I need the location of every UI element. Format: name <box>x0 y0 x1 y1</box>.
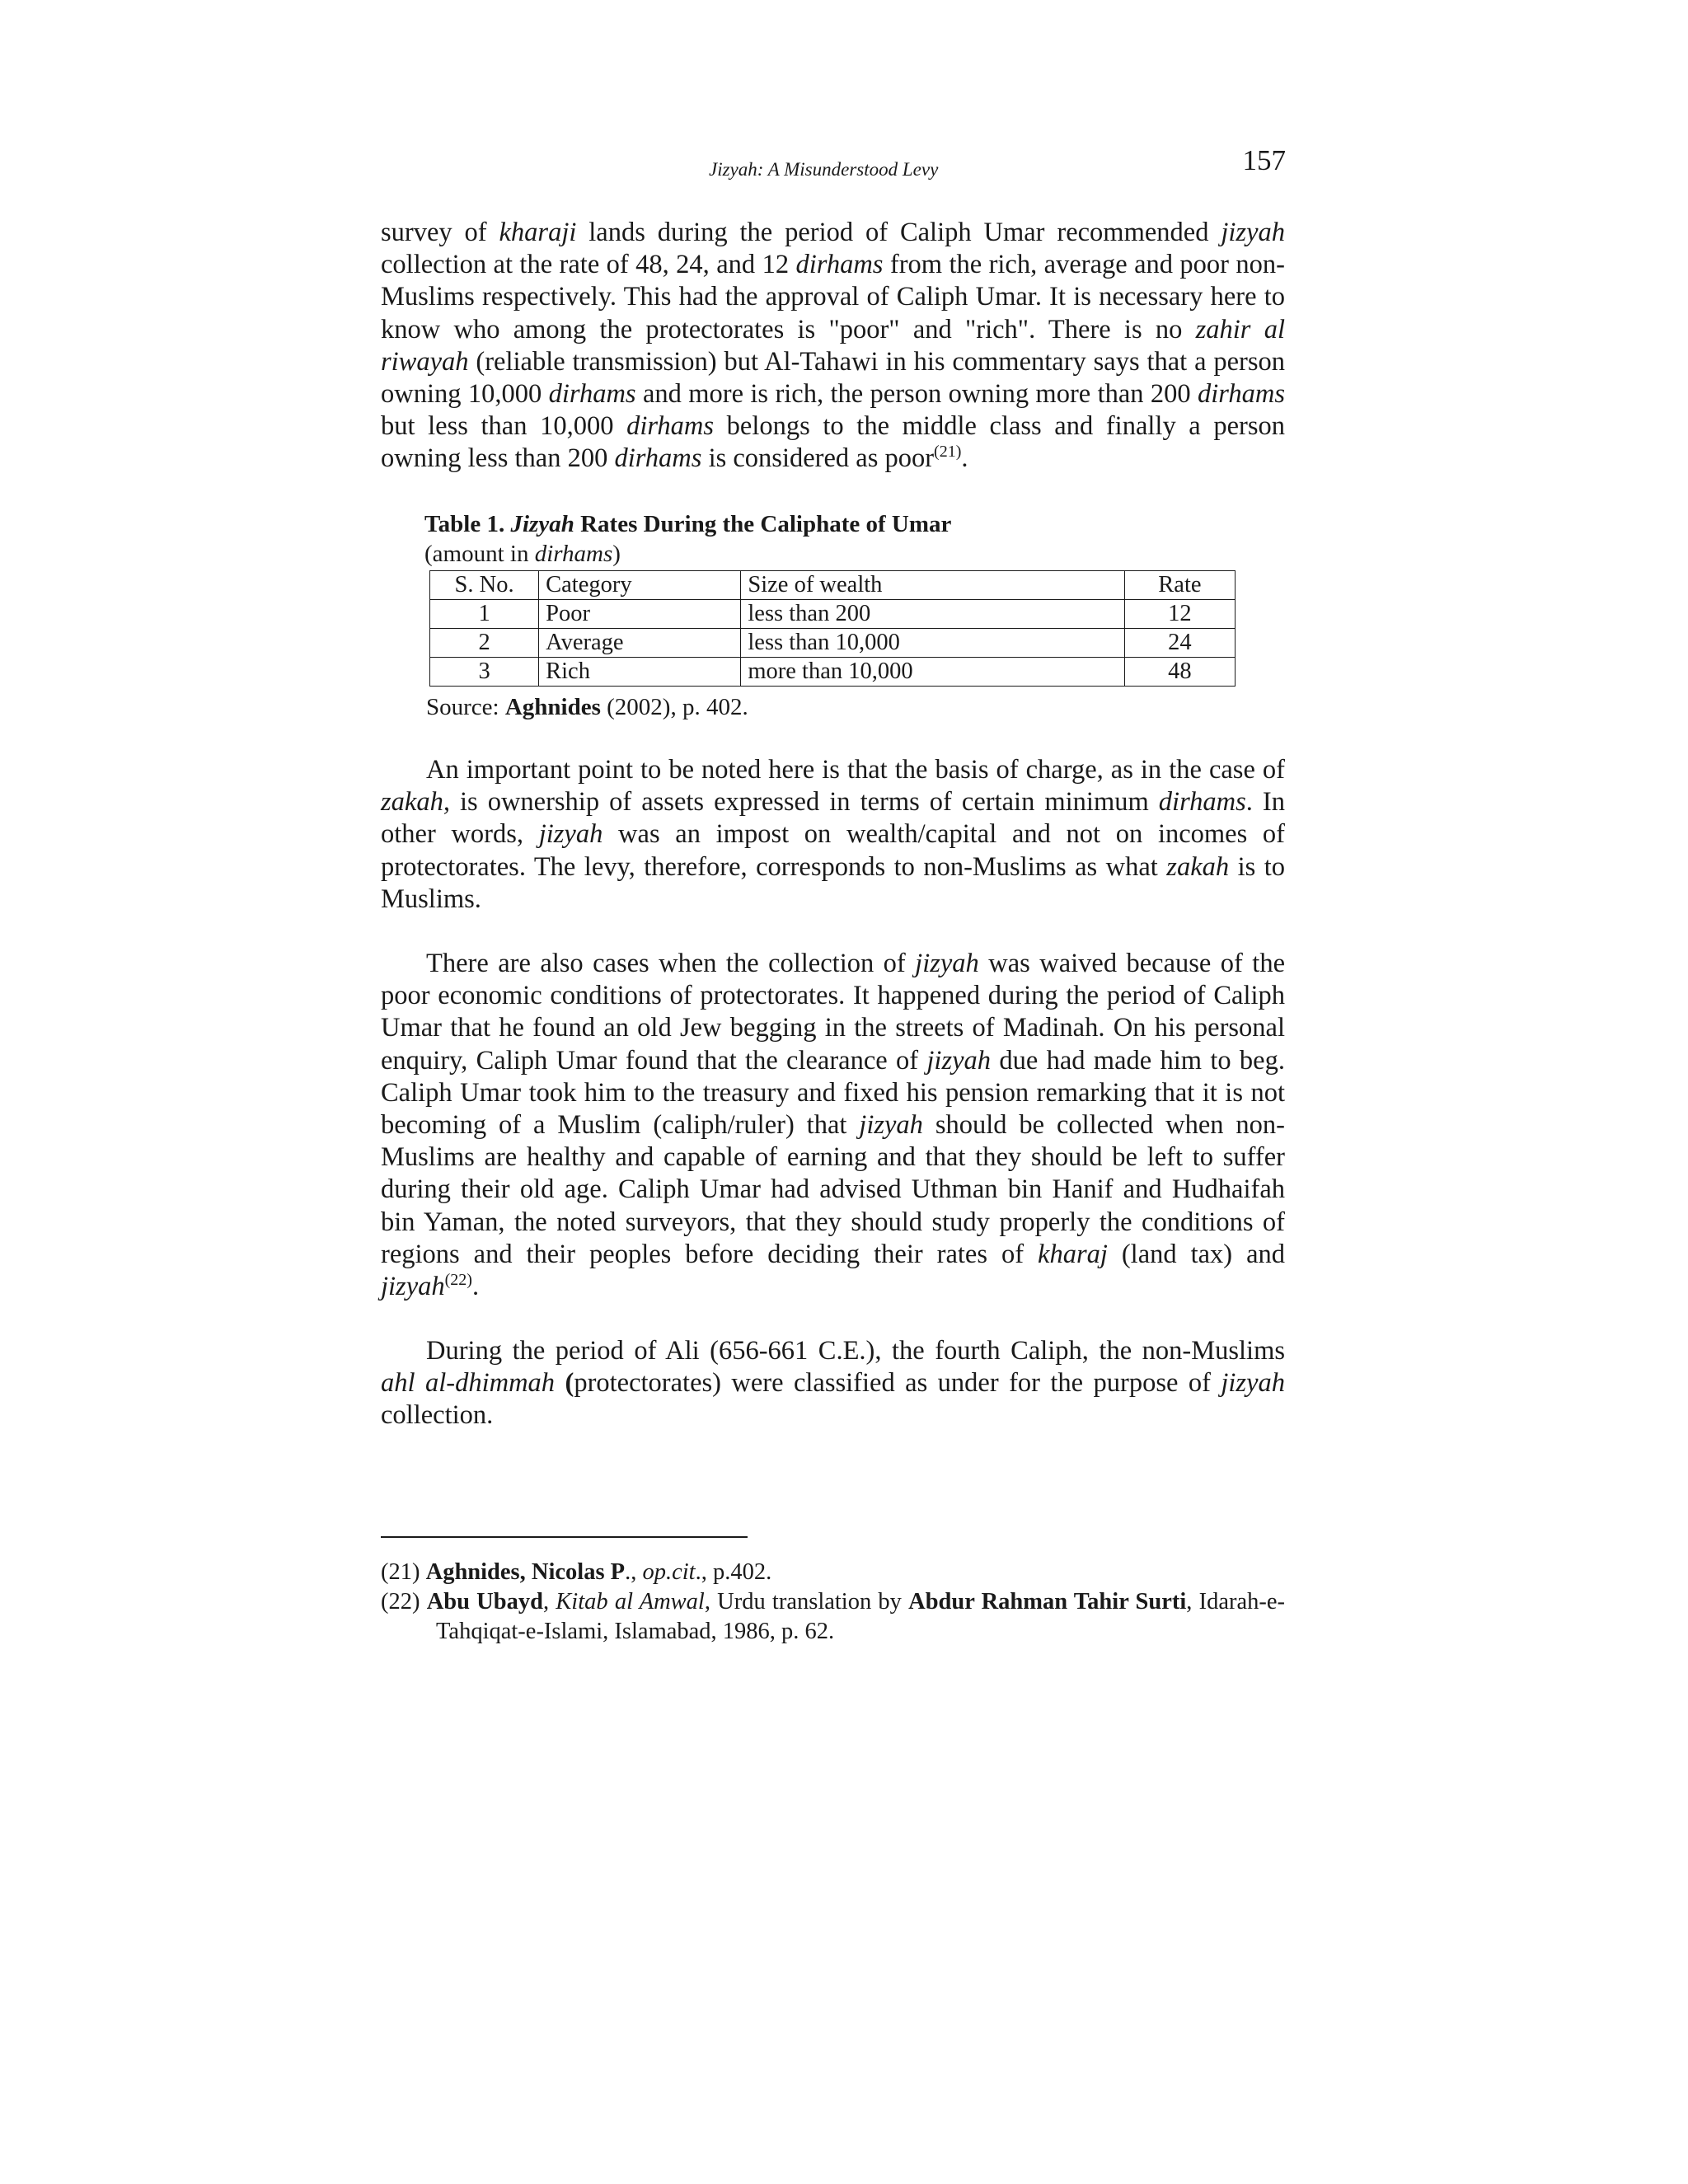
text-run: is ownership of assets expressed in terms of certain minimum <box>449 787 1159 818</box>
footnote <box>381 1558 1285 1587</box>
running-title: Jizyah: A Misunderstood Levy <box>709 159 939 180</box>
italic-text: zakah, <box>381 787 450 818</box>
text-run: due had made him to beg. Caliph Umar took him to the treasury and fixed his pension remarking that it is not becoming of a Muslim (caliph/ruler) that <box>381 1045 1292 1141</box>
text-run: There are also cases when the collection of <box>426 949 916 978</box>
table-source <box>426 694 748 721</box>
table-cell: 3 <box>430 658 539 687</box>
italic-text: zahir al riwayah <box>381 314 1292 377</box>
text-run: . In other words, <box>381 787 1292 850</box>
italic-text: jizyah <box>915 949 979 978</box>
italic-text: dirhams <box>614 443 702 474</box>
italic-text: op.cit <box>642 1559 696 1585</box>
paragraph <box>381 217 1292 476</box>
table-cell: less than 10,000 <box>741 629 1124 658</box>
footnote-divider <box>381 1536 748 1538</box>
text-run: belongs to the middle class and finally a person owning less than 200 <box>381 411 1292 474</box>
text-run: from the rich, average and poor non-Muslims respectively. This had the approval of Caliph Umar. It is necessary here to know who among the protectorates is "poor" and "rich". There is no <box>381 250 1292 344</box>
bold-text: ( <box>565 1368 574 1399</box>
italic-text: dirhams <box>795 250 884 280</box>
table-unit <box>424 539 951 569</box>
italic-text: kharaj <box>1038 1239 1108 1269</box>
text-run: was an impost on wealth/capital and not on incomes of protectorates. The levy, therefore, corresponds to non-Muslims as what <box>381 819 1292 882</box>
text-run: (reliable transmission) but Al-Tahawi in his commentary says that a person owning 10,000 <box>381 346 1292 410</box>
text-run <box>555 1368 565 1398</box>
footnote <box>381 1587 1285 1647</box>
italic-text: jizyah <box>538 819 603 850</box>
table-row <box>430 658 1236 687</box>
italic-text: kharaji <box>499 218 577 247</box>
italic-text: Kitab al Amwal <box>556 1589 705 1615</box>
table-title-italic: Jizyah <box>510 511 574 537</box>
table-cell: 1 <box>430 600 539 629</box>
text-run: should be collected when non-Muslims are healthy and capable of earning and that they should be left to suffer during their old age. Caliph Umar had advised Uthman bin Hanif and Hudhaifah bin Yaman, the noted surveyors, that they should study properly the conditions of regions and their peoples before deciding their rates of <box>381 1110 1292 1269</box>
italic-text: jizyah <box>859 1110 923 1141</box>
text-run: . <box>961 443 968 474</box>
text-run: collection. <box>381 1368 1292 1431</box>
table-cell: Average <box>539 629 741 658</box>
italic-text: jizyah <box>926 1045 992 1076</box>
text-run: During the period of Ali (656-661 C.E.), the fourth Caliph, the non-Muslims <box>426 1336 1292 1366</box>
footnote-ref: (22) <box>444 1271 472 1290</box>
text-run: collection at the rate of 48, 24, and 12 <box>381 218 1292 280</box>
bold-text: Abdur Rahman Tahir Surti <box>908 1589 1187 1615</box>
source-author: Aghnides <box>504 694 601 720</box>
table-unit-prefix: (amount in <box>424 541 535 567</box>
table-cell: 24 <box>1124 629 1235 658</box>
italic-text: dirhams <box>1198 379 1285 410</box>
italic-text: zakah <box>1166 851 1230 882</box>
text-run: was waived because of the poor economic conditions of protectorates. It happened during the period of Caliph Umar that he found an old Jew begging in the streets of Madinah. On his personal enquiry, Caliph Umar found that the clearance of <box>381 949 1292 1076</box>
text-run: An important point to be noted here is that the basis of charge, as in the case of <box>426 755 1292 785</box>
text-run: is to Muslims. <box>381 851 1292 914</box>
text-run: survey of <box>381 218 499 247</box>
text-run: (21) <box>381 1559 426 1585</box>
bold-text: Abu Ubayd <box>426 1589 543 1615</box>
bold-text: Aghnides, Nicolas P <box>425 1559 626 1585</box>
running-header <box>379 144 1286 194</box>
table-cell: 48 <box>1124 658 1235 687</box>
text-run: ., <box>625 1559 643 1585</box>
table-cell: more than 10,000 <box>741 658 1124 687</box>
italic-text: jizyah <box>1221 218 1285 247</box>
table-cell: 2 <box>430 629 539 658</box>
italic-text: dirhams <box>1158 787 1246 818</box>
text-run: protectorates) were classified as under for the purpose of <box>574 1368 1221 1399</box>
table-cell: less than 200 <box>741 600 1124 629</box>
italic-text: jizyah <box>381 1272 445 1302</box>
column-header: Rate <box>1124 571 1235 600</box>
text-run: ., p.402. <box>695 1559 772 1585</box>
table-unit-suffix: ) <box>612 541 621 567</box>
column-header: S. No. <box>430 571 539 600</box>
italic-text: dirhams <box>626 411 715 442</box>
paragraph <box>381 948 1292 1303</box>
rates-table <box>429 570 1236 687</box>
table-cell: Poor <box>539 600 741 629</box>
text-run: is considered as poor <box>701 443 935 474</box>
text-run: , Idarah-e-Tahqiqat-e-Islami, Islamabad, 1986, p. 62. <box>436 1589 1286 1644</box>
table-title-rest: Rates During the Caliphate of Umar <box>574 511 952 537</box>
column-header: Category <box>539 571 741 600</box>
text-run: , Urdu translation by <box>704 1589 909 1615</box>
italic-text: jizyah <box>1221 1368 1286 1399</box>
table-row <box>430 629 1236 658</box>
source-prefix: Source: <box>426 694 505 720</box>
table-caption <box>424 509 951 569</box>
table-label: Table 1. <box>424 511 505 537</box>
table-row <box>430 600 1236 629</box>
table-unit-italic: dirhams <box>534 541 613 567</box>
paragraph <box>381 1335 1292 1432</box>
text-run: and more is rich, the person owning more than 200 <box>635 379 1198 410</box>
table-cell: 12 <box>1124 600 1235 629</box>
text-run: (22) <box>381 1589 427 1615</box>
text-run: lands during the period of Caliph Umar recommended <box>576 218 1221 247</box>
italic-text: ahl al-dhimmah <box>381 1368 556 1399</box>
text-run: but less than 10,000 <box>381 379 1292 442</box>
text-run: (land tax) and <box>1107 1239 1292 1269</box>
text-run: . <box>471 1272 480 1302</box>
text-run: , <box>542 1589 556 1615</box>
table-header-row <box>430 571 1236 600</box>
page-number: 157 <box>1242 144 1286 176</box>
paragraph <box>381 754 1292 916</box>
footnote-ref: (21) <box>934 443 962 462</box>
italic-text: dirhams <box>548 379 636 410</box>
source-suffix: (2002), p. 402. <box>600 694 748 720</box>
table-cell: Rich <box>539 658 741 687</box>
table-title <box>424 509 951 539</box>
column-header: Size of wealth <box>741 571 1124 600</box>
